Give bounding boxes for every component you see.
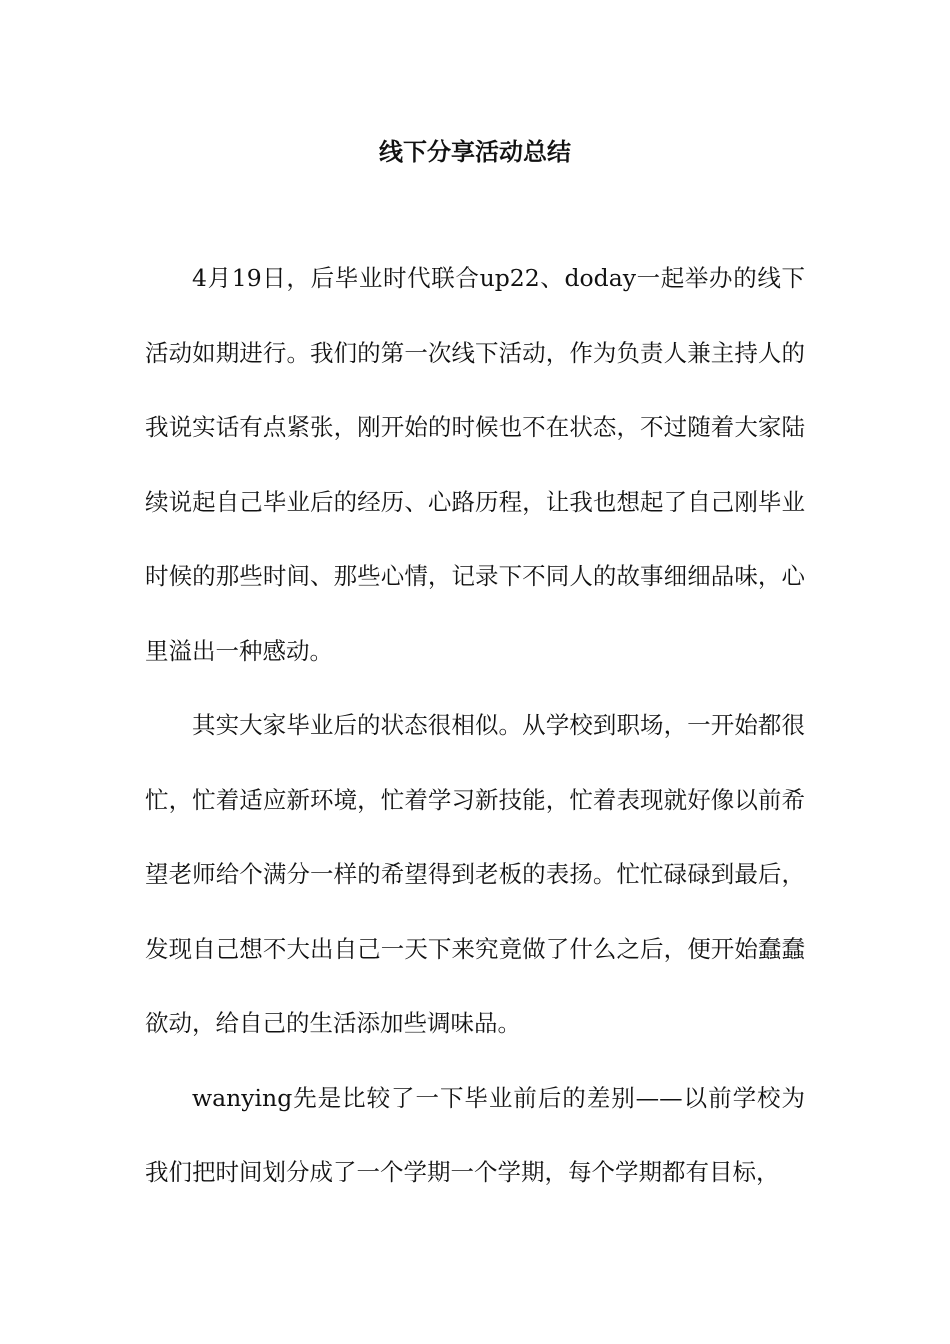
paragraph-1: 4月19日，后毕业时代联合up22、doday一起举办的线下活动如期进行。我们的第一次线下活动，作为负责人兼主持人的我说实话有点紧张，刚开始的时候也不在状态，不过随着大家陆续说起自己毕业后的经历、心路历程，让我也想起了自己刚毕业时候的那些时间、那些心情，记录下不同人的故事细细品味，心里溢出一种感动。 (145, 264, 805, 665)
document-title: 线下分享活动总结 (379, 138, 571, 166)
document-body (145, 241, 805, 1210)
paragraph-2: 其实大家毕业后的状态很相似。从学校到职场，一开始都很忙，忙着适应新环境，忙着学习新技能，忙着表现就好像以前希望老师给个满分一样的希望得到老板的表扬。忙忙碌碌到最后，发现自己想不大出自己一天下来究竟做了什么之后，便开始蠢蠢欲动，给自己的生活添加些调味品。 (145, 711, 805, 1037)
paragraph-3: wanying先是比较了一下毕业前后的差别——以前学校为我们把时间划分成了一个学期一个学期，每个学期都有目标， (145, 1083, 805, 1186)
